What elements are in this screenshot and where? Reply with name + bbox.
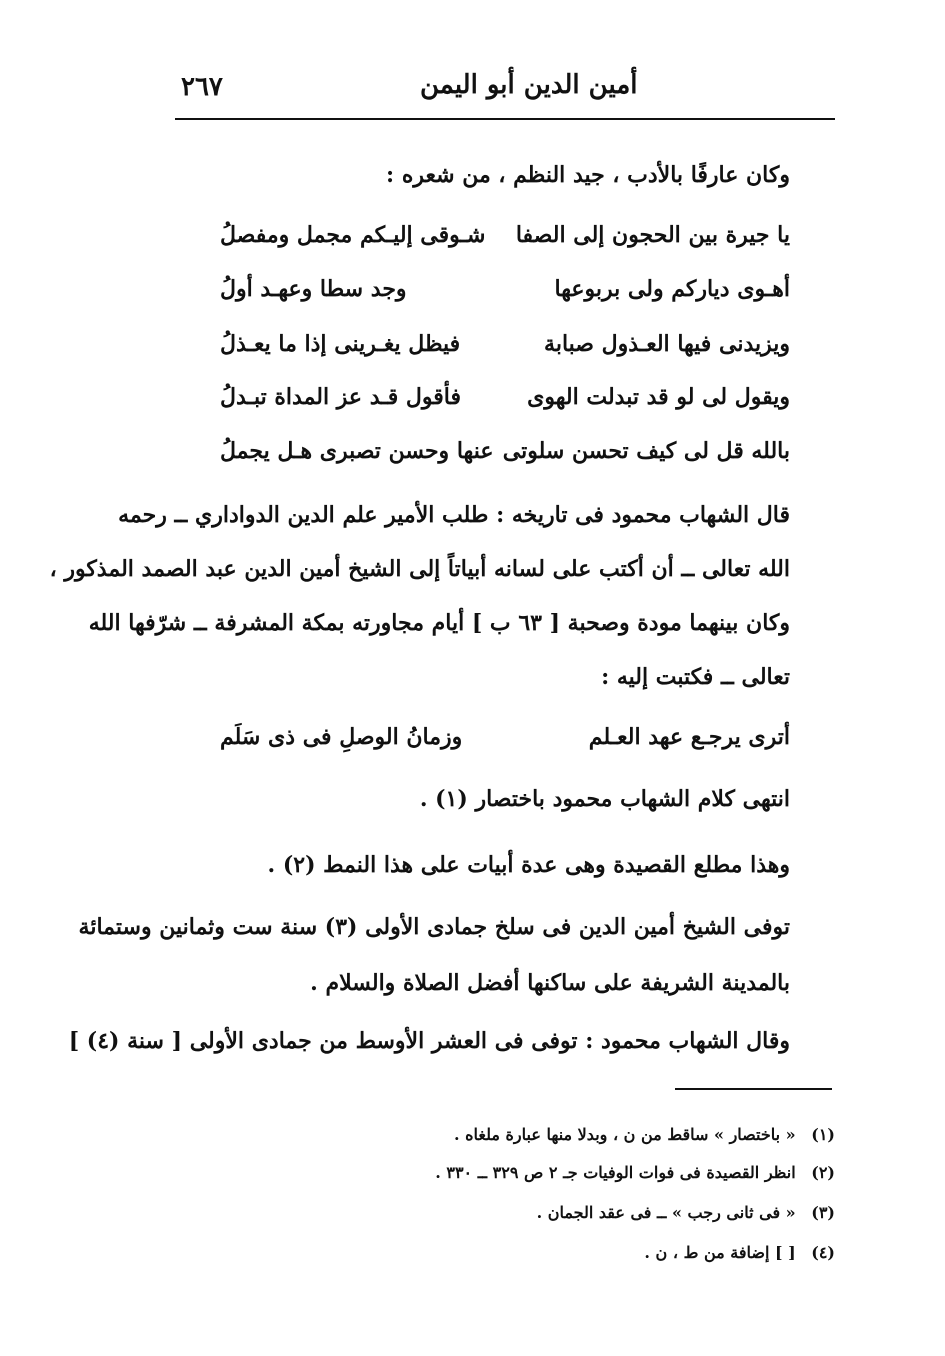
footnote-text: « باختصار » ساقط من ن ، وبدلا منها عبارة ملغاه . bbox=[453, 1125, 796, 1144]
verse-first-hemistich: أهـوى دياركم ولى بربوعها bbox=[554, 276, 790, 302]
paragraph-line: وقال الشهاب محمود : توفى فى العشر الأوسط من جمادى الأولى [ سنة (٤) ] bbox=[68, 1028, 790, 1054]
footnote-rule bbox=[675, 1088, 832, 1090]
verse-line bbox=[220, 331, 790, 367]
verse-second-hemistich: فيظل يغـرينى إذا ما يعـذلُ bbox=[220, 331, 461, 357]
verse-second-hemistich: عنها وحسن تصبرى هـل يجملُ bbox=[220, 438, 494, 464]
page-header bbox=[175, 62, 835, 112]
verse-line bbox=[220, 384, 790, 420]
verse-line bbox=[220, 276, 790, 312]
paragraph-line: وكان بينهما مودة وصحبة [ ٦٣ ب ] أيام مجاورته بمكة المشرفة ــ شرّفها الله bbox=[88, 610, 790, 636]
intro-line: وكان عارفًا بالأدب ، جيد النظم ، من شعره : bbox=[386, 162, 790, 188]
verse-first-hemistich: ويزيدنى فيها العـذول صبابة bbox=[544, 331, 790, 357]
paragraph-line: تعالى ــ فكتبت إليه : bbox=[601, 664, 790, 690]
footnote bbox=[537, 1203, 835, 1222]
paragraph-line: توفى الشيخ أمين الدين فى سلخ جمادى الأولى (٣) سنة ست وثمانين وستمائة bbox=[78, 914, 790, 940]
page-number: ٢٦٧ bbox=[181, 72, 223, 102]
verse-first-hemistich: يا جيرة بين الحجون إلى الصفا bbox=[515, 222, 790, 248]
verse-first-hemistich: أترى يرجـع عهد العـلم bbox=[588, 724, 790, 750]
paragraph-line: انتهى كلام الشهاب محمود باختصار (١) . bbox=[419, 786, 790, 812]
footnote bbox=[454, 1125, 835, 1144]
verse-line bbox=[220, 438, 790, 474]
verse-second-hemistich: وزمانُ الوصلِ فى ذى سَلَم bbox=[220, 724, 463, 750]
footnote-marker: (٢) bbox=[811, 1163, 835, 1182]
paragraph-line: قال الشهاب محمود فى تاريخه : طلب الأمير علم الدين الدواداري ــ رحمه bbox=[118, 502, 790, 528]
footnote bbox=[435, 1163, 835, 1182]
running-title: أمين الدين أبو اليمن bbox=[420, 70, 638, 100]
footnote-marker: (٣) bbox=[811, 1203, 835, 1222]
footnote bbox=[644, 1243, 835, 1262]
verse-second-hemistich: وجد سطا وعهـد أولُ bbox=[220, 276, 407, 302]
verse-first-hemistich: ويقول لى لو قد تبدلت الهوى bbox=[527, 384, 790, 410]
footnote-marker: (١) bbox=[811, 1125, 835, 1144]
verse-first-hemistich: بالله قل لى كيف تحسن سلوتى bbox=[502, 438, 790, 464]
paragraph-line: بالمدينة الشريفة على ساكنها أفضل الصلاة والسلام . bbox=[310, 970, 790, 996]
header-rule bbox=[175, 118, 835, 120]
single-verse bbox=[220, 724, 790, 760]
footnote-marker: (٤) bbox=[811, 1243, 835, 1262]
verse-second-hemistich: شـوقى إليـكم مجمل ومفصلُ bbox=[220, 222, 486, 248]
paragraph-line: وهذا مطلع القصيدة وهى عدة أبيات على هذا النمط (٢) . bbox=[267, 852, 790, 878]
footnote-text: « فى ثانى رجب » ــ فى عقد الجمان . bbox=[536, 1203, 796, 1222]
verse-second-hemistich: فأقول قـد عز المداة تبـدلُ bbox=[220, 384, 461, 410]
paragraph-line: الله تعالى ــ أن أكتب على لسانه أبياتاً إلى الشيخ أمين الدين عبد الصمد المذكور ، bbox=[49, 556, 790, 582]
footnote-text: [ ] إضافة من ط ، ن . bbox=[644, 1243, 796, 1262]
verse-line bbox=[220, 222, 790, 258]
footnote-text: انظر القصيدة فى فوات الوفيات جـ ٢ ص ٣٢٩ ــ ٣٣٠ . bbox=[435, 1163, 796, 1182]
